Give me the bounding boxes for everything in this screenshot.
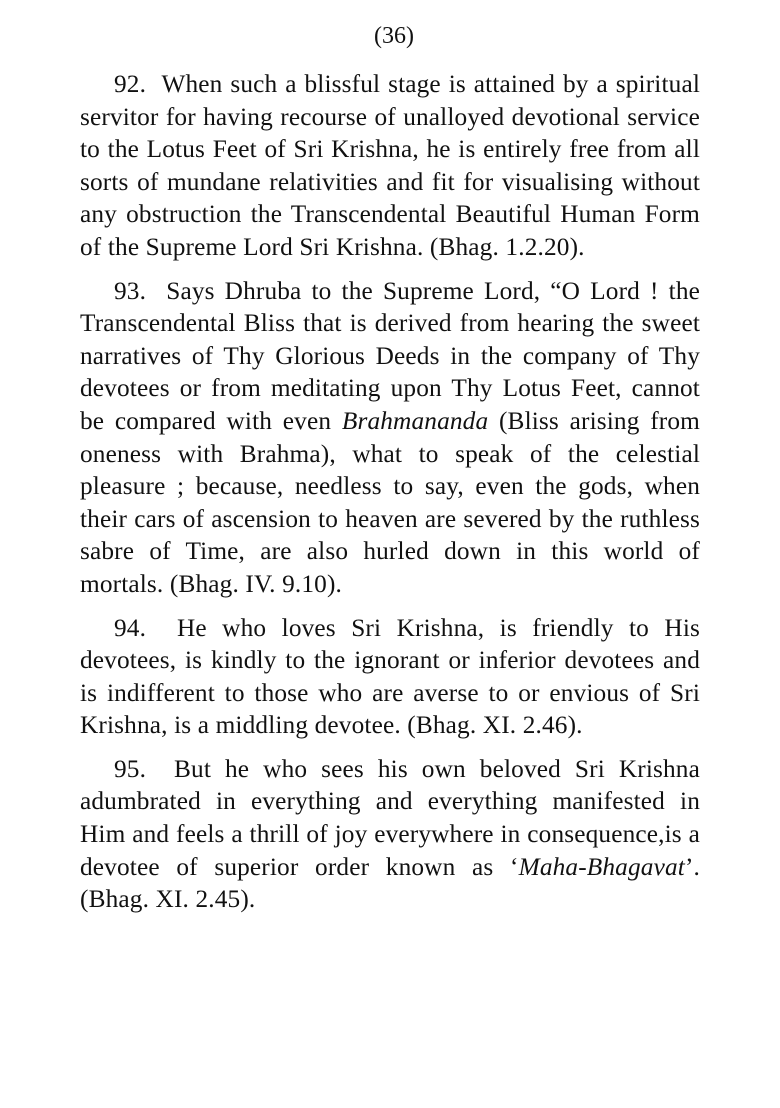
paragraph-text: Says Dhruba to the Supreme Lord, “O Lord ! the Transcendental Bliss that is derived from hearing the sweet narratives of Thy Glorious Deeds in the company of Thy devotees or from meditating upon Thy Lotus Feet, cannot be compared with even	[80, 276, 700, 435]
paragraph-text: When such a blissful stage is attained by a spiritual servitor for having recourse of unalloyed devotional service to the Lotus Feet of Sri Krishna, he is entirely free from all sorts of mundane relativities and fit for visualising without any obstruction the Transcendental Beautiful Human Form of the Supreme Lord Sri Krishna. (Bhag. 1.2.20).	[80, 70, 700, 261]
italic-term-brahmananda: Brahmananda	[341, 406, 489, 435]
paragraph-95	[80, 753, 700, 916]
page-number: (36)	[374, 23, 414, 49]
document-page	[80, 16, 700, 927]
paragraph-92	[80, 68, 700, 264]
paragraph-text: But he who sees his own beloved Sri Krishna adumbrated in everything and everything manifested in Him and feels a thrill of joy everywhere in consequence,is a devotee of superior order known as ‘	[80, 754, 700, 881]
paragraph-text: ’. (Bhag. XI. 2.45).	[80, 852, 700, 914]
paragraph-number: 95.	[114, 754, 147, 783]
paragraph-number: 93.	[114, 276, 147, 305]
paragraph-text: He who loves Sri Krishna, is friendly to His devotees, is kindly to the ignorant or inferior devotees and is indifferent to those who are averse to or envious of Sri Krishna, is a middling devotee. (Bhag. XI. 2.46).	[80, 613, 700, 740]
paragraph-text: (Bliss arising from oneness with Brahma), what to speak of the celestial pleasure ; because, needless to say, even the gods, when their cars of ascension to heaven are severed by the ruthless sabre of Time, are also hurled down in this world of mortals. (Bhag. IV. 9.10).	[80, 406, 700, 598]
paragraph-94	[80, 612, 700, 742]
italic-term-maha-bhagavat: Maha-Bhagavat	[518, 852, 685, 881]
paragraph-number: 94.	[114, 613, 147, 642]
paragraph-number: 92.	[114, 70, 147, 98]
paragraph-93	[80, 275, 700, 601]
